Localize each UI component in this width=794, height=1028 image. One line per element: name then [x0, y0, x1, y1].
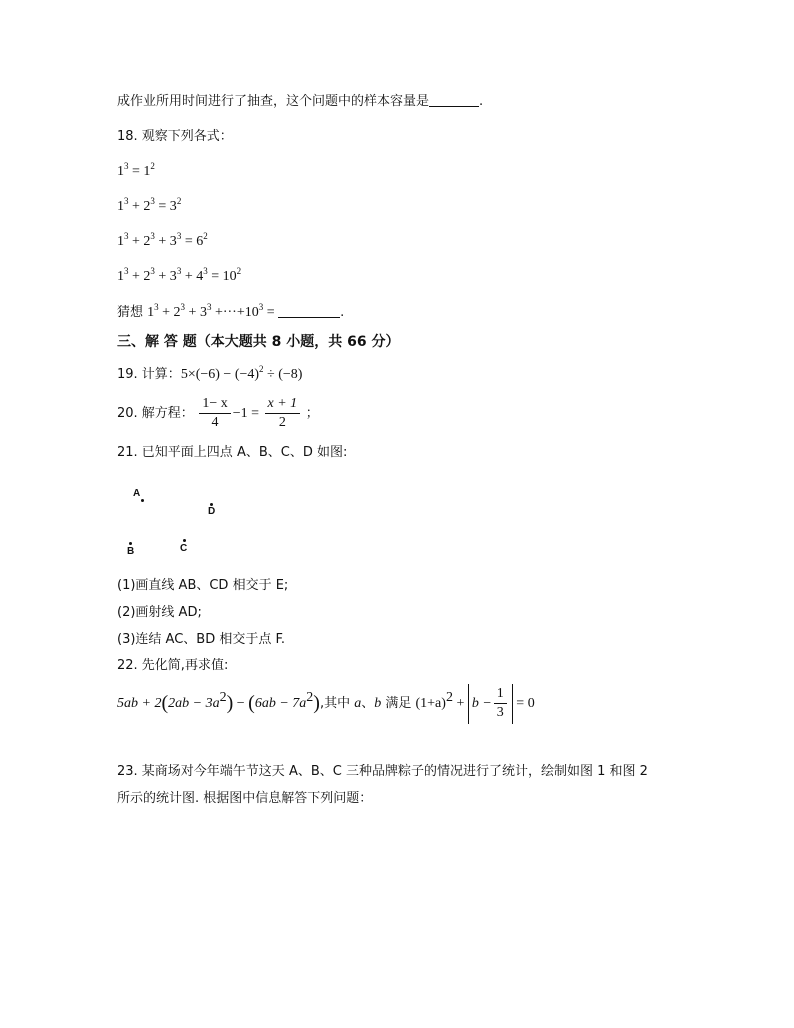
q18-guess: 猜想 $1^3 + 2^3 + 3^3 +\cdot\cdot\cdot+10^3$ = .: [117, 302, 345, 320]
q17-tail-text: 成作业所用时间进行了抽查，这个问题中的样本容量是: [117, 94, 430, 109]
q18-eq4: $1^3 + 2^3 + 3^3 + 4^3 = 10^2$: [117, 266, 242, 284]
q22-label: 22. 先化简,再求值:: [117, 658, 229, 673]
q21-part-3: (3)连结 AC、BD 相交于点 F.: [117, 632, 286, 647]
q21-part-1: (1)画直线 AB、CD 相交于 E;: [117, 578, 289, 593]
q20-left-fraction: $\frac{1- x}{4}$: [199, 395, 230, 432]
q17-answer-blank[interactable]: [429, 94, 479, 107]
q20-line: 20. 解方程： $\frac{1- x}{4}$ −1 = $\frac{x + 1}{2}$ ；: [117, 396, 319, 431]
q18-answer-blank[interactable]: [278, 305, 340, 318]
q18-label: 18. 观察下列各式：: [117, 129, 233, 144]
point-b-label: B: [127, 546, 135, 557]
section-3-heading: 三、解 答 题（本大题共 8 小题，共 66 分）: [117, 334, 400, 350]
q17-period: .: [479, 94, 484, 109]
q21-part-2: (2)画射线 AD;: [117, 605, 202, 620]
q17-tail-line: [117, 93, 483, 111]
q23-line-2: 所示的统计图. 根据图中信息解答下列问题：: [117, 791, 373, 806]
point-c-label: C: [180, 543, 188, 554]
q18-eq1: $1^3 = 1^2$: [117, 161, 155, 179]
point-a-dot: [141, 499, 144, 502]
q18-eq3: $1^3 + 2^3 + 3^3 = 6^2$: [117, 231, 208, 249]
q19-line: 19. 计算：$5\times(-6) - (-4)^2 \div (-8)$: [117, 364, 303, 382]
q23-line-1: 23. 某商场对今年端午节这天 A、B、C 三种品牌粽子的情况进行了统计，绘制如图 1 和图 2: [117, 764, 648, 779]
point-b-dot: [129, 542, 132, 545]
q18-eq2: $1^3 + 2^3 = 3^2$: [117, 196, 182, 214]
q21-label: 21. 已知平面上四点 A、B、C、D 如图:: [117, 445, 348, 460]
q20-right-fraction: $\frac{x + 1}{2}$: [265, 395, 301, 432]
q22-expression: $5ab + 2(2ab - 3a^2) - (6ab - 7a^2)$,其中 a、b 满足 $(1+a)^2 + b$ − $\frac{1}{3}$ = 0: [117, 683, 535, 724]
q22-absolute-value: b − $\frac{1}{3}$: [468, 684, 513, 724]
point-d-label: D: [208, 506, 216, 517]
point-a-label: A: [133, 488, 141, 499]
point-c-dot: [183, 539, 186, 542]
